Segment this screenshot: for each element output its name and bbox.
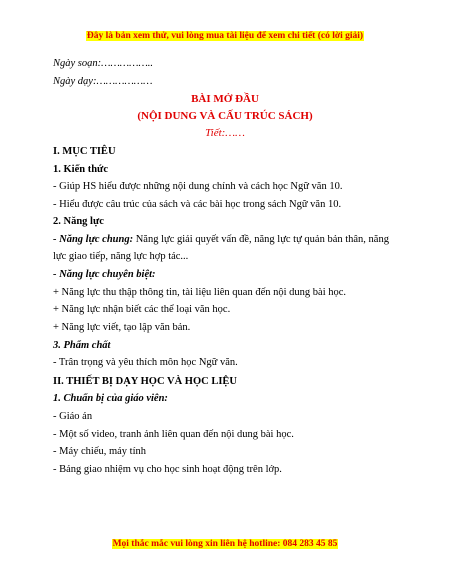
chuan-bi-gv-1: - Giáo án xyxy=(53,411,93,422)
ngay-soan: Ngày soạn:…………….. xyxy=(53,58,154,69)
preview-banner-text: Đây là bản xem thử, vui lòng mua tài liệu để xem chi tiết (có lời giải) xyxy=(86,31,364,41)
nang-luc-chung xyxy=(53,234,389,245)
nang-luc-chuyen-biet-2: + Năng lực nhận biết các thể loại văn học. xyxy=(53,304,231,315)
preview-banner xyxy=(0,25,450,43)
pham-chat-1: - Trân trọng và yêu thích môn học Ngữ văn. xyxy=(53,357,238,368)
chuan-bi-gv-2: - Một số video, tranh ảnh liên quan đến nội dung bài học. xyxy=(53,429,294,440)
chuan-bi-gv-4: - Bảng giao nhiệm vụ cho học sinh hoạt động trên lớp. xyxy=(53,464,282,475)
nang-luc-chung-label: - Năng lực chung: xyxy=(53,234,134,245)
ngay-day: Ngày dạy:……………… xyxy=(53,76,153,87)
footer-hotline xyxy=(0,533,450,551)
heading-chuan-bi-gv: 1. Chuẩn bị của giáo viên: xyxy=(53,393,168,404)
lesson-title: BÀI MỞ ĐẦU xyxy=(191,93,259,105)
heading-kien-thuc: 1. Kiến thức xyxy=(53,164,109,175)
nang-luc-chuyen-biet-label: - Năng lực chuyên biệt: xyxy=(53,269,156,280)
kien-thuc-2: - Hiểu được câu trúc của sách và các bài học trong sách Ngữ văn 10. xyxy=(53,199,342,210)
footer-hotline-text: Mọi thắc mắc vui lòng xin liên hệ hotline: 084 283 45 85 xyxy=(112,539,338,549)
chuan-bi-gv-3: - Máy chiếu, máy tính xyxy=(53,446,147,457)
nang-luc-chuyen-biet-1: + Năng lực thu thập thông tin, tài liệu liên quan đến nội dung bài học. xyxy=(53,287,347,298)
nang-luc-chung-text: Năng lực giải quyết vấn đề, năng lực tự quản bản thân, năng xyxy=(133,234,389,245)
lesson-subtitle: (NỘI DUNG VÀ CẤU TRÚC SÁCH) xyxy=(137,110,313,122)
kien-thuc-1: - Giúp HS hiểu được những nội dung chính và cách học Ngữ văn 10. xyxy=(53,181,343,192)
tiet: Tiết:…… xyxy=(205,127,245,139)
nang-luc-chuyen-biet-3: + Năng lực viết, tạo lập văn bản. xyxy=(53,322,191,333)
nang-luc-chung-cont: lực giao tiếp, năng lực hợp tác... xyxy=(53,251,189,262)
heading-nang-luc: 2. Năng lực xyxy=(53,216,104,227)
section-muc-tieu: I. MỤC TIÊU xyxy=(53,146,116,157)
heading-pham-chat: 3. Phẩm chất xyxy=(53,340,111,351)
section-thiet-bi: II. THIẾT BỊ DẠY HỌC VÀ HỌC LIỆU xyxy=(53,376,237,387)
